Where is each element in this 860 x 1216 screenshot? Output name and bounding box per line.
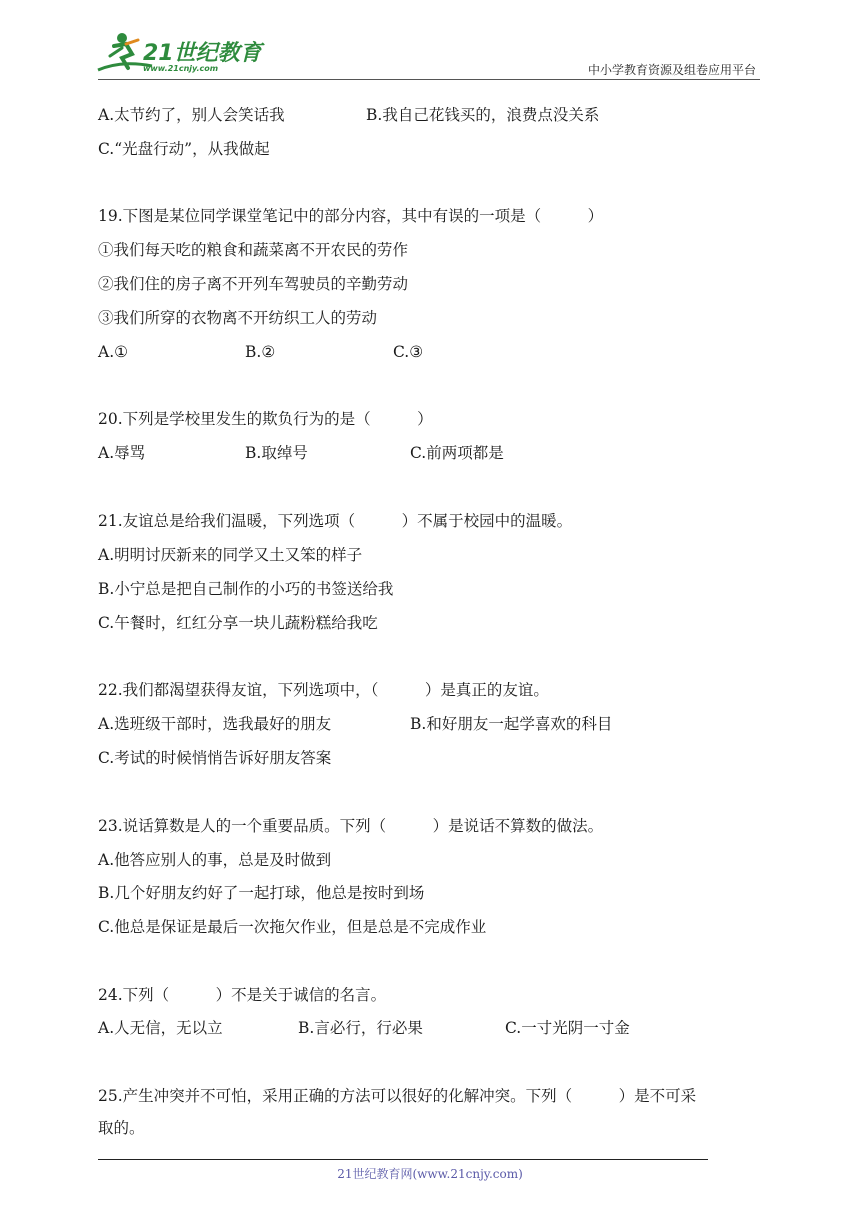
q19-item-1: ①我们每天吃的粮食和蔬菜离不开农民的劳作 [98, 241, 409, 259]
q19-option-c: C.③ [393, 343, 424, 361]
q19-item-3: ③我们所穿的衣物离不开纺织工人的劳动 [98, 309, 378, 327]
logo-text: 21世纪教育 [143, 41, 262, 66]
q23-option-b: B.几个好朋友约好了一起打球，他总是按时到场 [98, 884, 425, 902]
q23-stem: 23.说话算数是人的一个重要品质。下列（ ）是说话不算数的做法。 [98, 817, 604, 835]
q23-option-a: A.他答应别人的事，总是及时做到 [98, 851, 332, 869]
q19-stem: 19.下图是某位同学课堂笔记中的部分内容，其中有误的一项是（ ） [98, 207, 604, 225]
q25-stem-line2: 取的。 [98, 1119, 145, 1137]
q23-option-c: C.他总是保证是最后一次拖欠作业，但是总是不完成作业 [98, 918, 487, 936]
logo-url: www.21cnjy.com [143, 64, 219, 73]
header-divider [98, 79, 760, 80]
q18-option-a: A.太节约了，别人会笑话我 [98, 106, 285, 124]
q20-option-a: A.辱骂 [98, 444, 146, 462]
q24-option-b: B.言必行，行必果 [298, 1019, 423, 1037]
q22-option-b: B.和好朋友一起学喜欢的科目 [410, 715, 613, 733]
q19-option-b: B.② [245, 343, 276, 361]
q18-option-b: B.我自己花钱买的，浪费点没关系 [366, 106, 600, 124]
q21-option-b: B.小宁总是把自己制作的小巧的书签送给我 [98, 580, 394, 598]
footer-divider [98, 1159, 708, 1160]
footer-text: 21世纪教育网(www.21cnjy.com) [337, 1167, 523, 1181]
q19-option-a: A.① [98, 343, 129, 361]
q22-option-a: A.选班级干部时，选我最好的朋友 [98, 715, 332, 733]
q22-stem: 22.我们都渴望获得友谊，下列选项中，（ ）是真正的友谊。 [98, 681, 549, 699]
header-platform-title: 中小学教育资源及组卷应用平台 [587, 63, 756, 77]
q20-option-b: B.取绰号 [245, 444, 308, 462]
q20-option-c: C.前两项都是 [410, 444, 504, 462]
q20-stem: 20.下列是学校里发生的欺负行为的是（ ） [98, 410, 433, 428]
q24-option-c: C.一寸光阴一寸金 [505, 1019, 630, 1037]
q24-option-a: A.人无信，无以立 [98, 1019, 223, 1037]
q21-stem: 21.友谊总是给我们温暖，下列选项（ ）不属于校园中的温暖。 [98, 512, 573, 530]
q22-option-c: C.考试的时候悄悄告诉好朋友答案 [98, 749, 332, 767]
q19-item-2: ②我们住的房子离不开列车驾驶员的辛勤劳动 [98, 275, 409, 293]
q25-stem-line1: 25.产生冲突并不可怕，采用正确的方法可以很好的化解冲突。下列（ ）是不可采 [98, 1087, 697, 1105]
q21-option-c: C.午餐时，红红分享一块儿蔬粉糕给我吃 [98, 614, 378, 632]
q21-option-a: A.明明讨厌新来的同学又土又笨的样子 [98, 546, 363, 564]
q18-option-c: C.“光盘行动”，从我做起 [98, 140, 270, 158]
page-header [0, 0, 860, 80]
q24-stem: 24.下列（ ）不是关于诚信的名言。 [98, 986, 387, 1004]
